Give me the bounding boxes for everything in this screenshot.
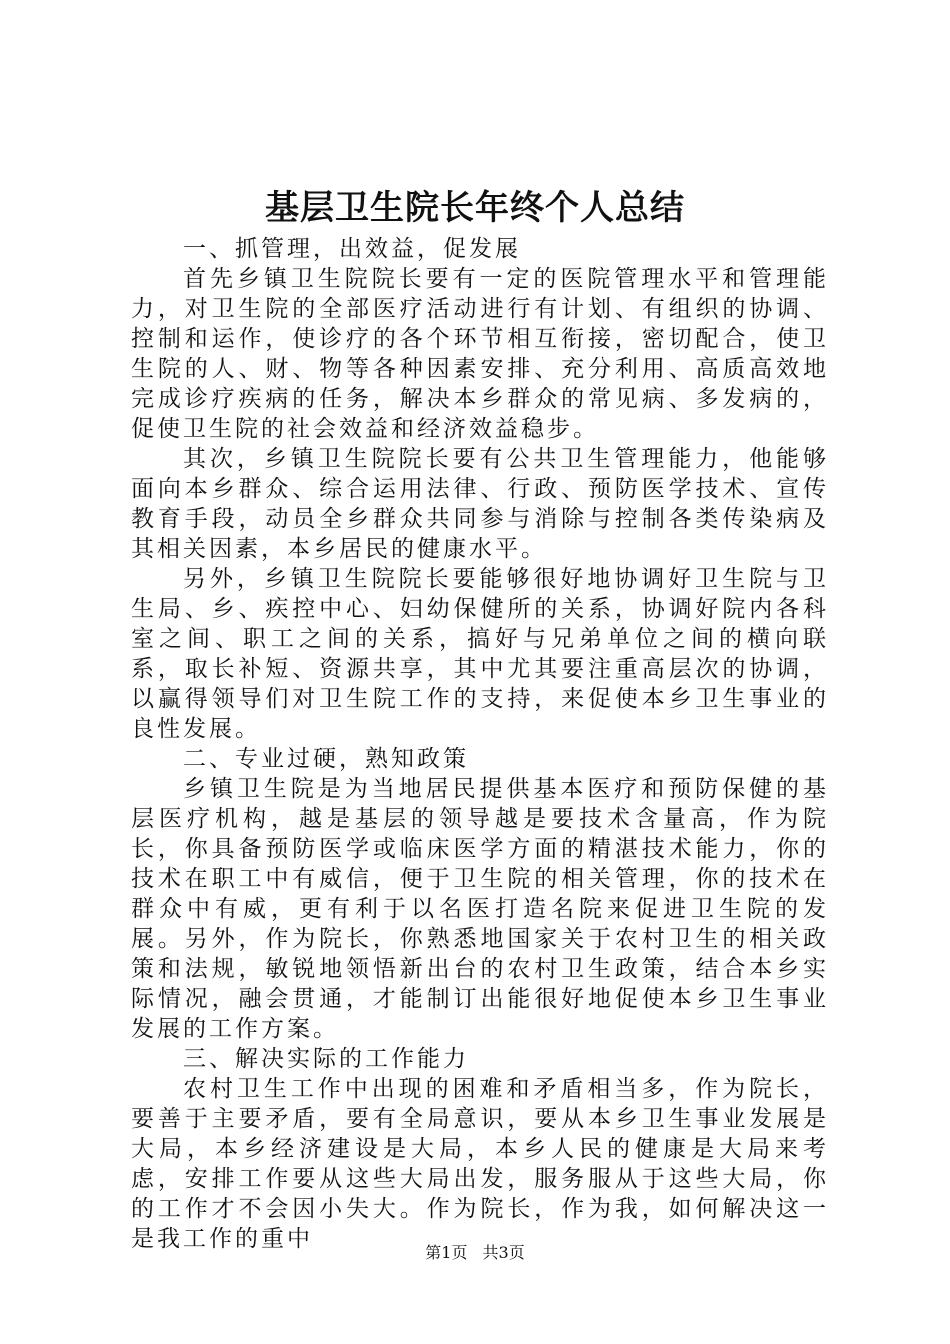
- page-total: 共3页: [482, 1243, 525, 1262]
- body-paragraph: 乡镇卫生院是为当地居民提供基本医疗和预防保健的基层医疗机构，越是基层的领导越是要技术含量高，作为院长，你具备预防医学或临床医学方面的精湛技术能力，你的技术在职工中有威信，便于卫生院的相关管理，你的技术在群众中有威，更有利于以名医打造名院来促进卫生院的发展。另外，作为院长，你熟悉地国家关于农村卫生的相关政策和法规，敏锐地领悟新出台的农村卫生政策，结合本乡实际情况，融会贯通，才能制订出能很好地促使本乡卫生事业发展的工作方案。: [131, 776, 829, 1042]
- section-heading: 二、专业过硬，熟知政策: [183, 746, 469, 772]
- section-heading: 三、解决实际的工作能力: [183, 1046, 469, 1072]
- section-heading: 一、抓管理，出效益，促发展: [183, 236, 521, 262]
- body-paragraph: 农村卫生工作中出现的困难和矛盾相当多，作为院长，要善于主要矛盾，要有全局意识，要从本乡卫生事业发展是大局，本乡经济建设是大局，本乡人民的健康是大局来考虑，安排工作要从这些大局出发，服务服从于这些大局，你的工作才不会因小失大。作为院长，作为我，如何解决这一是我工作的重中: [131, 1076, 829, 1252]
- document-body: [131, 234, 829, 1254]
- page-number: 第1页: [425, 1243, 468, 1262]
- document-title: 基层卫生院长年终个人总结: [265, 188, 685, 228]
- body-paragraph: 其次，乡镇卫生院院长要有公共卫生管理能力，他能够面向本乡群众、综合运用法律、行政、预防医学技术、宣传教育手段，动员全乡群众共同参与消除与控制各类传染病及其相关因素，本乡居民的健康水平。: [131, 446, 829, 562]
- page-footer: [0, 1242, 950, 1264]
- body-paragraph: 首先乡镇卫生院院长要有一定的医院管理水平和管理能力，对卫生院的全部医疗活动进行有计划、有组织的协调、控制和运作，使诊疗的各个环节相互衔接，密切配合，使卫生院的人、财、物等各种因素安排、充分利用、高质高效地完成诊疗疾病的任务，解决本乡群众的常见病、多发病的，促使卫生院的社会效益和经济效益稳步。: [131, 266, 829, 442]
- body-paragraph: 另外，乡镇卫生院院长要能够很好地协调好卫生院与卫生局、乡、疾控中心、妇幼保健所的关系，协调好院内各科室之间、职工之间的关系，搞好与兄弟单位之间的横向联系，取长补短、资源共享，其中尤其要注重高层次的协调，以赢得领导们对卫生院工作的支持，来促使本乡卫生事业的良性发展。: [131, 566, 829, 742]
